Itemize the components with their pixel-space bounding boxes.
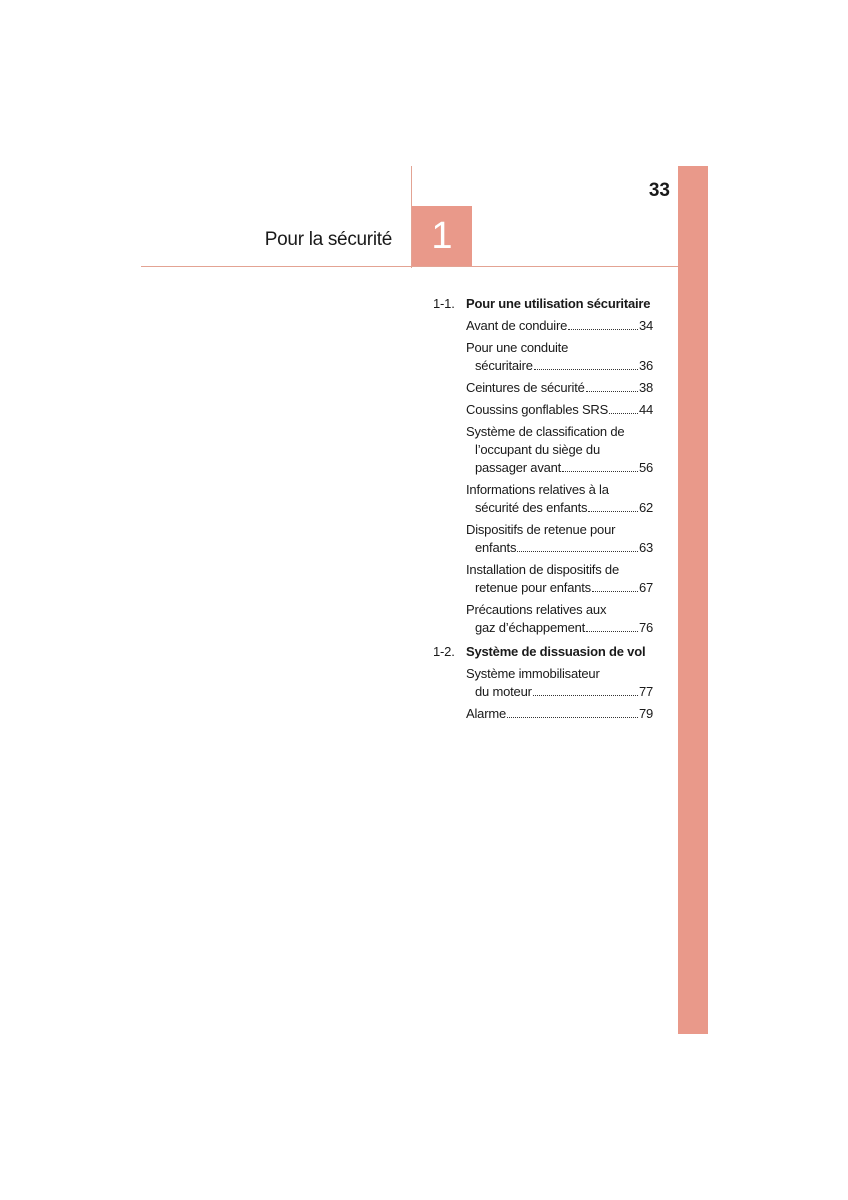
- entry-text-line: du moteur: [475, 684, 532, 699]
- entry-page-number: 34: [638, 318, 653, 333]
- entry-text-line: enfants: [475, 540, 517, 555]
- chapter-number-box: 1: [412, 206, 472, 266]
- section-number: 1-2.: [433, 644, 455, 659]
- dot-leader: [533, 695, 638, 696]
- entry-last-line: [466, 579, 653, 597]
- header-horizontal-rule: [141, 266, 678, 267]
- entry-text-line: gaz d’échappement: [475, 620, 586, 635]
- chapter-side-tab: [678, 166, 708, 1034]
- dot-leader: [507, 717, 638, 718]
- dot-leader: [562, 471, 638, 472]
- entry-last-line: [466, 459, 653, 477]
- chapter-title: Pour la sécurité: [264, 229, 392, 250]
- entry-page-number: 36: [638, 358, 653, 373]
- dot-leader: [586, 631, 638, 632]
- entry-page-number: 79: [638, 706, 653, 721]
- entry-page-number: 56: [638, 460, 653, 475]
- dot-leader: [609, 413, 638, 414]
- entry-last-line: [466, 317, 653, 335]
- entry-last-line: [466, 379, 653, 397]
- dot-leader: [517, 551, 638, 552]
- toc-entry[interactable]: [466, 317, 653, 335]
- toc-entry[interactable]: [466, 379, 653, 397]
- entry-text-line: Informations relatives à la: [466, 482, 609, 497]
- entry-page-number: 38: [638, 380, 653, 395]
- entry-text-line: Alarme: [466, 706, 506, 721]
- entry-last-line: [466, 683, 653, 701]
- entry-text-line: Ceintures de sécurité: [466, 380, 585, 395]
- dot-leader: [568, 329, 638, 330]
- toc-entry[interactable]: [466, 521, 653, 557]
- toc-entry[interactable]: [466, 339, 653, 375]
- toc-entry[interactable]: [466, 561, 653, 597]
- entry-page-number: 67: [638, 580, 653, 595]
- toc-entry[interactable]: [466, 601, 653, 637]
- entry-text-line: sécuritaire: [475, 358, 533, 373]
- entry-last-line: [466, 539, 653, 557]
- entry-text-line: retenue pour enfants: [475, 580, 591, 595]
- entry-text-line: sécurité des enfants: [475, 500, 588, 515]
- entry-text-line: Précautions relatives aux: [466, 602, 607, 617]
- section-title: Système de dissuasion de vol: [466, 644, 646, 659]
- entry-last-line: [466, 619, 653, 637]
- entry-text-line: Système de classification de: [466, 424, 625, 439]
- entry-text-line: l’occupant du siège du: [475, 442, 600, 457]
- entry-text-line: passager avant: [475, 460, 562, 475]
- section-title: Pour une utilisation sécuritaire: [466, 296, 651, 311]
- entry-page-number: 63: [638, 540, 653, 555]
- entry-text-line: Dispositifs de retenue pour: [466, 522, 616, 537]
- entry-text-line: Installation de dispositifs de: [466, 562, 619, 577]
- entry-last-line: [466, 705, 653, 723]
- entry-text-line: Pour une conduite: [466, 340, 569, 355]
- entry-text-line: Coussins gonflables SRS: [466, 402, 609, 417]
- page-number: 33: [648, 180, 670, 201]
- entry-page-number: 76: [638, 620, 653, 635]
- section-number: 1-1.: [433, 296, 455, 311]
- dot-leader: [588, 511, 638, 512]
- toc-entry[interactable]: [466, 665, 653, 701]
- toc-entry[interactable]: [466, 481, 653, 517]
- entry-page-number: 44: [638, 402, 653, 417]
- dot-leader: [586, 391, 638, 392]
- dot-leader: [534, 369, 638, 370]
- entry-last-line: [466, 401, 653, 419]
- entry-page-number: 62: [638, 500, 653, 515]
- entry-text-line: Système immobilisateur: [466, 666, 600, 681]
- table-of-contents: [433, 295, 653, 727]
- toc-section-heading: [433, 643, 653, 661]
- dot-leader: [592, 591, 638, 592]
- entry-text-line: Avant de conduire: [466, 318, 568, 333]
- entry-last-line: [466, 357, 653, 375]
- toc-entry[interactable]: [466, 401, 653, 419]
- toc-entry[interactable]: [466, 705, 653, 723]
- toc-section-heading: [433, 295, 653, 313]
- entry-page-number: 77: [638, 684, 653, 699]
- entry-last-line: [466, 499, 653, 517]
- toc-entry[interactable]: [466, 423, 653, 477]
